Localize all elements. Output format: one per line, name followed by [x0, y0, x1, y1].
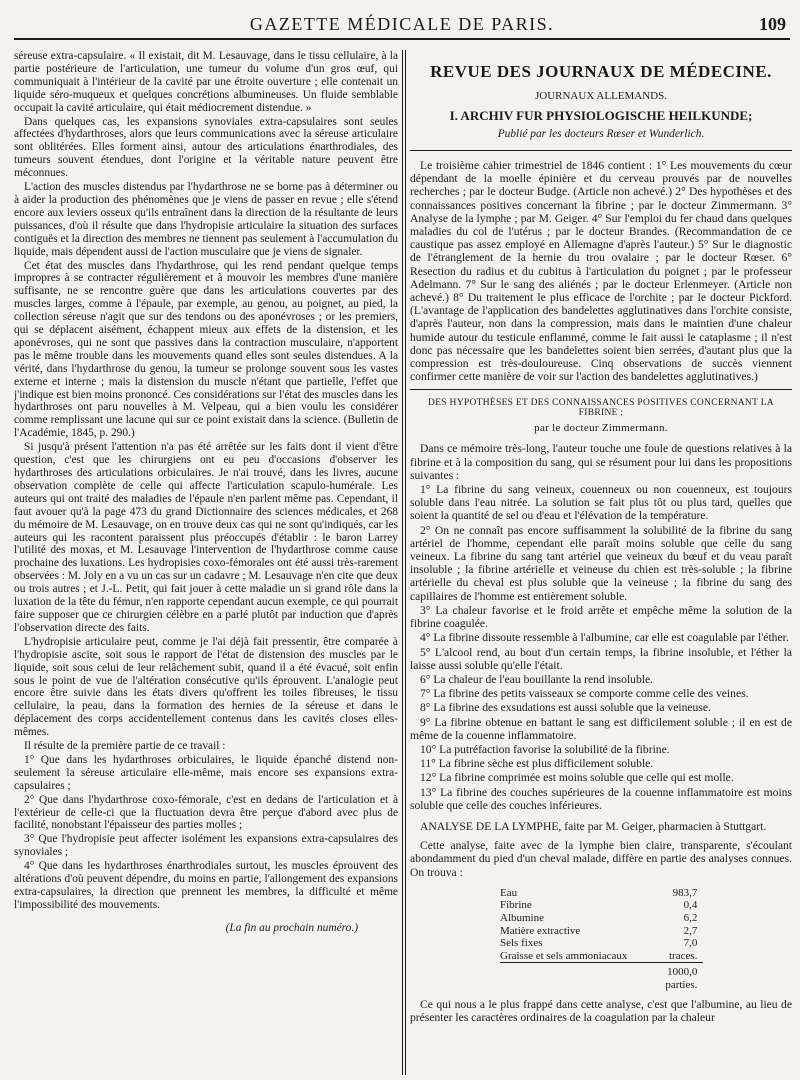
review-subtitle: JOURNAUX ALLEMANDS. [534, 90, 667, 102]
table-row [500, 912, 703, 925]
proposition: 2° On ne connaît pas encore suffisamment la solubilité de la fibrine du sang artériel de l'homme, cependant elle paraît moins soluble que celle du sang veineux. La fibrine du sang tant artériel que veineux du bœuf et du veau paraît insoluble ; la fibrine artérielle et veineuse du chien est très-soluble ; la fibrine artérielle du cheval est plus soluble que la veineuse ; la fibrine du sang des capillaires de l'homme est entièrement soluble. [410, 523, 792, 603]
divider [410, 389, 792, 390]
paragraph: Dans ce mémoire très-long, l'auteur touche une foule de questions relatives à la fibrine et à la composition du sang, qui se résument pour lui dans les propositions suivantes : [410, 442, 792, 482]
proposition: 1° La fibrine du sang veineux, couenneux ou non couenneux, est toujours soluble dans l'eau nitrée. La solution se fait plus tôt ou plus tard, quelles que soient la quantité de sel ou d'eau et l'élévation de la température. [410, 483, 792, 523]
contents-paragraph: Le troisième cahier trimestriel de 1846 contient : 1° Les mouvements du cœur dépendant de la moelle épinière et du cerveau prouvés par de nouvelles recherches ; par le docteur Budge. (Article non achevé.) 2° Des hypothèses et des connaissances positives concernant la fibrine ; par le docteur Zimmermann. 3° Analyse de la lymphe ; par M. Geiger. 4° Sur l'emploi du fer chaud dans quelques maladies du col de l'utérus ; par le docteur Brandes. (Recommandation de ce caustique pas assez employé en Allemagne d'après l'auteur.) 5° Sur le diagnostic de l'étranglement de la hernie du trou ovalaire ; par le docteur Rœser. 6° Resection du radius et du cubitus à l'articulation du poignet ; par le professeur Adelmann. 7° Sur le sang des aliénés ; par le docteur Erlenmeyer. (Article non achevé.) 8° Du traitement le plus efficace de l'orchite ; par le docteur Pickford. (L'avantage de l'application des bandelettes agglutinatives dans l'orchite consiste, d'après l'auteur, non dans la compression, mais dans le maintien d'une chaleur humide autour du testicule enflammé, comme le fait aussi le cataplasme ; il n'est donc pas nécessaire que les bandelettes soient bien serrées, d'autant plus que la compression est très-douloureuse. Cinq observations de succès viennent confirmer cette manière de voir sur l'action des bandelettes agglutinatives.) [410, 159, 792, 384]
row-label: Eau [500, 886, 518, 899]
paragraph: Cette analyse, faite avec de la lymphe bien claire, transparente, s'écoulant abondamment du pied d'un cheval malade, diffère en partie des analyses connues. On trouva : [410, 839, 792, 879]
conclusion-item: 2° Que dans l'hydarthrose coxo-fémorale, c'est en dedans de l'articulation et à l'extérieur de celle-ci que la fluctuation devra être perçue d'abord avec plus de facilité, nonobstant l'épaisseur des parties molles ; [14, 793, 398, 832]
proposition: 10° La putréfaction favorise la solubilité de la fibrine. [420, 742, 670, 756]
proposition: 9° La fibrine obtenue en battant le sang est difficilement soluble ; il en est de même de la couenne inflammatoire. [410, 715, 792, 742]
column-divider [402, 50, 406, 1075]
proposition: 4° La fibrine dissoute ressemble à l'albumine, car elle est coagulable par l'éther. [420, 631, 789, 645]
row-value: 983,7 [672, 886, 698, 899]
proposition: 8° La fibrine des exsudations est aussi soluble que la veineuse. [420, 701, 711, 715]
proposition: 6° La chaleur de l'eau bouillante la rend insoluble. [420, 672, 654, 686]
table-row [500, 887, 703, 900]
table-total-row [500, 963, 703, 992]
right-column [410, 50, 792, 1075]
row-value: traces. [668, 949, 698, 962]
lymph-analysis-table [500, 887, 703, 992]
conclusion-item: 1° Que dans les hydarthroses orbiculaires, le liquide épanché distend non-seulement la séreuse articulaire elle-même, mais encore ses expansions extra-capsulaires ; [14, 753, 398, 792]
paragraph: L'hydropisie articulaire peut, comme je l'ai déjà fait pressentir, être comparée à l'hydropisie ascite, soit sous le rapport de l'état de distension des muscles par le liquide, soit sous celui de leur relâchement subit, quand il a été évacué, soit enfin sous le point de vue de l'altération consécutive qu'ils éprouvent. L'analogie peut encore être suivie dans les états divers qu'offrent les toiles fibreuses, le tissu cellulaire, la peau, dans la formation des hernies de la séreuse et dans le déplacement des corps accidentellement contenus dans les cavités closes elles-mêmes. [14, 635, 398, 739]
row-label: Albumine [500, 911, 544, 924]
continued-note: (La fin au prochain numéro.) [225, 921, 358, 934]
journal-title: GAZETTE MÉDICALE DE PARIS. [249, 14, 555, 34]
paragraph: séreuse extra-capsulaire. « Il existait, dit M. Lesauvage, dans le tissu cellulaire, à la partie postérieure de l'articulation, une tumeur du volume d'un gros œuf, qui communiquait à l'intérieur de la cavité par une étroite ouverture ; elle contenait un liquide séro-muqueux et quelques concrétions albumineuses. Un fluide semblable occupait la cavité articulaire, qui était médiocrement distendue. » [14, 50, 398, 114]
conclusion-item: 3° Que l'hydropisie peut affecter isolément les expansions extra-capsulaires des synoviales ; [14, 833, 398, 859]
fibrine-heading: DES HYPOTHÈSES ET DES CONNAISSANCES POSITIVES CONCERNANT LA FIBRINE ; [428, 398, 774, 419]
row-label: Matière extractive [500, 924, 581, 937]
conclusion-item: 4° Que dans les hydarthroses énarthrodiales surtout, les muscles éprouvent des altérations d'où peuvent dépendre, du moins en partie, l'allongement des expansions extra-capsulaires, la direction que prennent les membres, la difficulté et même l'impossibilité des mouvements. [14, 860, 398, 911]
row-label: Fibrine [500, 899, 532, 912]
row-label: Graisse et sels ammoniacaux [500, 949, 628, 962]
row-label: Sels fixes [500, 937, 543, 950]
fibrine-author: par le docteur Zimmermann. [534, 422, 668, 435]
left-column [14, 50, 398, 1050]
paragraph: Dans quelques cas, les expansions synoviales extra-capsulaires sont seules affectées d'hydarthroses, alors que leurs communications avec la séreuse articulaire sont oblitérées. Elles forment ainsi, autour des articulations énarthrodiales, des tumeurs souvent étendues, dont l'origine et la véritable nature peuvent être méconnues. [14, 115, 398, 180]
table-row [500, 937, 703, 950]
page-number: 109 [759, 14, 786, 34]
table-row [500, 899, 703, 912]
paragraph: Si jusqu'à présent l'attention n'a pas été arrêtée sur les faits dont il vient d'être question, c'est que les chirurgiens ont eu peu d'occasions d'observer les hydarthroses des articulations orbiculaires. Je n'ai trouvé, dans les livres, aucune observation complète de celle qui affecte l'articulation scapulo-humérale. Les auteurs qui ont traité des maladies de l'épaule n'en parlent même pas. Cependant, il faut avouer qu'à la page 473 du grand Dictionnaire des sciences médicales, et 268 du mémoire de M. Lesauvage, on en trouve deux cas qui ne sont qu'indiqués, car les auteurs qui les racontent paraissent plus préoccupés d'établir : le baron Larrey l'utilité des moxas, et M. Lesauvage l'intervention de l'hydarthrose comme cause prochaine des luxations. Les hydropisies coxo-fémorales ont été aussi très-rarement observées : M. Joly en a vu un cas sur un cadavre ; M. Lesauvage n'en cite que deux ou trois autres ; et J.-L. Petit, qui fait jouer à cette maladie un si grand rôle dans la luxation de la tête du fémur, n'en rapporte cependant aucun exemple, ce qui pourrait faire supposer que ce chirurgien célèbre en a parlé plutôt par induction que d'après l'observation directe des faits. [14, 441, 398, 634]
paragraph: Ce qui nous a le plus frappé dans cette analyse, c'est que l'albumine, au lieu de présenter les caractères ordinaires de la coagulation par la chaleur [410, 997, 792, 1024]
proposition: 5° L'alcool rend, au bout d'un certain temps, la fibrine insoluble, et l'éther la laisse aussi soluble qu'elle l'était. [410, 645, 792, 672]
section-heading: I. ARCHIV FUR PHYSIOLOGISCHE HEILKUNDE; [449, 108, 753, 123]
table-row [500, 925, 703, 938]
paragraph: Cet état des muscles dans l'hydarthrose, qui les rend pendant quelque temps impropres à se contracter régulièrement et à mouvoir les membres d'une manière suffisante, ne se rencontre guère que dans les articulations couvertes par des muscles larges, comme à l'épaule, par exemple, au genou, au poignet, au pied, la collection séreuse n'agit que sur des tendons ou des aponévroses ; or les premiers, qui se déplacent aisément, échappent mieux aux effets de la distension, et les aponévroses, qui ne sont que passives dans la contraction musculaire, n'apportent pas le même trouble dans les mouvements quand elles sont seules distendues. A la vérité, dans l'hydarthrose du genou, la tumeur se prolonge souvent sous les vastes externe et interne ; mais la distension du muscle n'étant que partielle, l'effet que j'indique est bien moins prononcé. Ces considérations sur l'état des muscles dans les hydarthroses ont paru nouvelles à M. Velpeau, qui a bien voulu les considérer comme remplissant une lacune qui sur ce point existait dans la science. (Bulletin de l'Académie, 1845, p. 290.) [14, 259, 398, 440]
review-title: REVUE DES JOURNAUX DE MÉDECINE. [430, 62, 772, 81]
proposition: 13° La fibrine des couches supérieures de la couenne inflammatoire est moins soluble que celle des couches inférieures. [410, 785, 792, 812]
row-value: 0,4 [683, 899, 698, 912]
proposition: 11° La fibrine sèche est plus difficilement soluble. [420, 757, 654, 771]
paragraph: L'action des muscles distendus par l'hydarthrose ne se borne pas à déterminer ou à aider la production des phénomènes que je viens de passer en revue ; elle s'étend encore aux leviers osseux qu'ils entraînent dans la direction de la résultante de leurs puissances, d'où il résulte que dans l'hydropisie articulaire la situation des surfaces contiguës et la direction des membres ne tiennent pas seulement à l'accumulation du liquide, mais dépendent aussi de l'action musculaire que je viens de signaler. [14, 181, 398, 258]
divider [410, 150, 792, 151]
lymphe-heading: ANALYSE DE LA LYMPHE, faite par M. Geiger, pharmacien à Stuttgart. [420, 819, 767, 833]
row-value: 6,2 [683, 911, 698, 924]
total-value: 1000,0 parties. [633, 963, 703, 992]
row-value: 7,0 [683, 937, 698, 950]
row-value: 2,7 [683, 924, 698, 937]
paragraph: Il résulte de la première partie de ce travail : [24, 740, 226, 753]
publishers-line: Publié par les docteurs Rœser et Wunderlich. [497, 128, 705, 140]
proposition: 7° La fibrine des petits vaisseaux se comporte comme celle des veines. [420, 687, 749, 701]
page-header [14, 14, 790, 40]
proposition: 12° La fibrine comprimée est moins soluble que celle qui est molle. [420, 771, 734, 785]
table-row [500, 950, 703, 963]
proposition: 3° La chaleur favorise et le froid arrête et empêche même la solution de la fibrine coagulée. [410, 603, 792, 631]
